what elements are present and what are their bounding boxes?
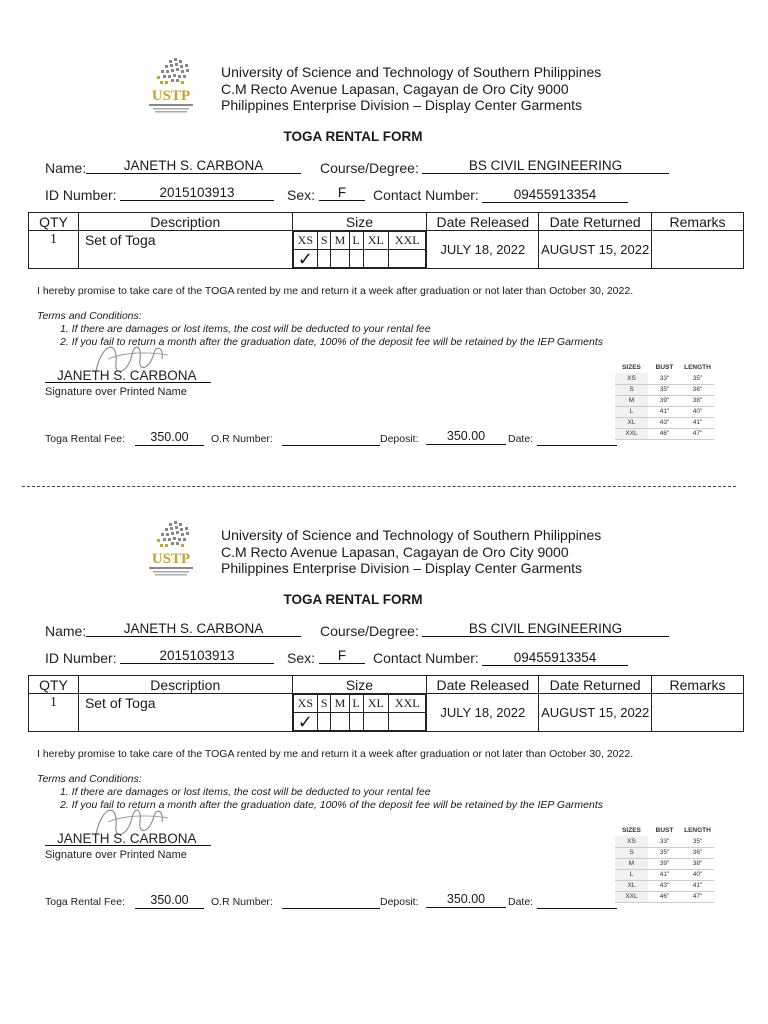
size-chart-cell: 36" <box>681 847 714 858</box>
size-chart-row <box>615 428 714 439</box>
logo-text: USTP <box>151 88 191 104</box>
deposit-label: Deposit: <box>380 433 419 445</box>
size-chart-row <box>615 869 714 880</box>
size-chart-cell: 40" <box>681 869 714 880</box>
date-released-cell[interactable]: JULY 18, 2022 <box>427 231 539 269</box>
size-chart-header: SIZES <box>622 364 641 371</box>
terms-item-1: 1. If there are damages or lost items, the cost will be deducted to your rental fee <box>60 323 431 335</box>
deposit-field[interactable]: 350.00 <box>426 892 506 908</box>
date-label: Date: <box>508 896 534 908</box>
date-returned-header: Date Returned <box>539 676 652 694</box>
contact-number-label: Contact Number: <box>373 650 479 666</box>
size-chart-cell: 40" <box>681 406 714 417</box>
size-chart-row <box>615 395 714 406</box>
form-copy-2 <box>0 463 768 933</box>
size-chart-cell: S <box>615 847 648 858</box>
size-option-xs: XS <box>293 695 318 713</box>
terms-heading: Terms and Conditions: <box>37 310 142 322</box>
size-chart-cell: 47" <box>681 428 714 439</box>
size-chart-cell: 43" <box>648 417 681 428</box>
date-returned-header: Date Returned <box>539 213 652 231</box>
sex-field[interactable]: F <box>319 185 365 201</box>
size-chart-cell: 47" <box>681 891 714 902</box>
size-chart-cell: 38" <box>681 858 714 869</box>
size-checkbox-m[interactable] <box>331 250 349 268</box>
size-options <box>293 231 427 268</box>
size-chart-row <box>615 417 714 428</box>
name-label: Name: <box>45 160 87 176</box>
toga-rental-form <box>0 463 768 908</box>
contact-number-label: Contact Number: <box>373 187 479 203</box>
contact-number-field[interactable]: 09455913354 <box>482 187 628 203</box>
size-chart-cell: 41" <box>648 406 681 417</box>
size-chart-cell: 46" <box>648 891 681 902</box>
size-chart-header: SIZES <box>622 827 641 834</box>
size-header: Size <box>292 213 427 231</box>
size-chart-row <box>615 891 714 902</box>
or-number-field[interactable] <box>282 893 380 909</box>
course-label: Course/Degree: <box>320 160 419 176</box>
promise-statement: I hereby promise to take care of the TOGA rented by me and return it a week after graduation or not later than October 30, 2022. <box>37 285 634 297</box>
date-field[interactable] <box>537 430 617 446</box>
rental-fee-field[interactable]: 350.00 <box>135 893 204 909</box>
size-chart-cell: 36" <box>681 384 714 395</box>
size-chart-cell: 46" <box>648 428 681 439</box>
size-options <box>293 694 427 731</box>
size-option-l: L <box>349 232 363 250</box>
contact-number-field[interactable]: 09455913354 <box>482 650 628 666</box>
size-chart-cell: 35" <box>648 384 681 395</box>
form-title: TOGA RENTAL FORM <box>283 129 423 144</box>
size-checkbox-xs[interactable]: ✓ <box>293 250 318 268</box>
size-chart-cell: M <box>615 395 648 406</box>
size-option-s: S <box>318 232 331 250</box>
terms-item-2: 2. If you fail to return a month after the graduation date, 100% of the deposit fee will be retained by the IEP Garments <box>60 336 604 348</box>
deposit-field[interactable]: 350.00 <box>426 429 506 445</box>
size-chart-row <box>615 880 714 891</box>
university-address: C.M Recto Avenue Lapasan, Cagayan de Oro City 9000 <box>221 80 569 97</box>
rental-fee-field[interactable]: 350.00 <box>135 430 204 446</box>
size-chart-cell: XL <box>615 880 648 891</box>
rental-table <box>28 212 744 269</box>
size-chart-cell: 35" <box>681 373 714 384</box>
id-number-label: ID Number: <box>45 187 117 203</box>
terms-item-1: 1. If there are damages or lost items, the cost will be deducted to your rental fee <box>60 786 431 798</box>
size-checkbox-xxl[interactable] <box>389 713 426 731</box>
size-option-xs: XS <box>293 232 318 250</box>
description-header: Description <box>78 676 292 694</box>
qty-header: QTY <box>29 213 79 231</box>
size-cell <box>292 694 427 732</box>
remarks-cell[interactable] <box>652 231 744 269</box>
size-chart-header: LENGTH <box>684 364 711 371</box>
size-chart-cell: 41" <box>681 880 714 891</box>
date-released-header: Date Released <box>427 213 539 231</box>
date-released-header: Date Released <box>427 676 539 694</box>
size-chart-row <box>615 373 714 384</box>
course-field[interactable]: BS CIVIL ENGINEERING <box>422 621 669 637</box>
size-chart-row <box>615 384 714 395</box>
size-checkbox-s[interactable] <box>318 713 331 731</box>
size-chart-row <box>615 836 714 847</box>
size-chart <box>615 362 714 440</box>
id-number-field[interactable]: 2015103913 <box>120 648 274 664</box>
size-chart-cell: XXL <box>615 891 648 902</box>
id-number-label: ID Number: <box>45 650 117 666</box>
size-chart-cell: XXL <box>615 428 648 439</box>
size-checkbox-xxl[interactable] <box>389 250 426 268</box>
ustp-logo <box>143 56 199 120</box>
size-option-xl: XL <box>363 232 389 250</box>
size-chart-cell: 38" <box>681 395 714 406</box>
terms-item-2: 2. If you fail to return a month after the graduation date, 100% of the deposit fee will be retained by the IEP Garments <box>60 799 604 811</box>
or-number-label: O.R Number: <box>211 433 273 445</box>
logo-text: USTP <box>151 551 191 567</box>
sex-field[interactable]: F <box>319 648 365 664</box>
signature-line[interactable] <box>45 382 211 383</box>
size-chart-cell: 41" <box>648 869 681 880</box>
rental-fee-label: Toga Rental Fee: <box>45 433 125 445</box>
sex-label: Sex: <box>287 187 316 203</box>
table-row <box>29 694 744 732</box>
course-label: Course/Degree: <box>320 623 419 639</box>
size-chart-cell: 39" <box>648 395 681 406</box>
university-name: University of Science and Technology of Southern Philippines <box>221 527 602 543</box>
description-cell[interactable]: Set of Toga <box>78 231 292 269</box>
remarks-cell[interactable] <box>652 694 744 732</box>
size-option-xl: XL <box>363 695 389 713</box>
size-cell <box>292 231 427 269</box>
rental-table <box>28 675 744 732</box>
name-field[interactable]: JANETH S. CARBONA <box>86 158 301 174</box>
size-checkbox-xl[interactable] <box>363 713 389 731</box>
qty-cell[interactable]: 1 <box>29 694 79 732</box>
description-header: Description <box>78 213 292 231</box>
size-checkbox-m[interactable] <box>331 713 349 731</box>
size-header: Size <box>292 676 427 694</box>
date-released-cell[interactable]: JULY 18, 2022 <box>427 694 539 732</box>
date-returned-cell[interactable]: AUGUST 15, 2022 <box>539 231 652 269</box>
qty-header: QTY <box>29 676 79 694</box>
or-number-field[interactable] <box>282 430 380 446</box>
size-chart-cell: 33" <box>648 373 681 384</box>
size-chart-cell: S <box>615 384 648 395</box>
size-option-s: S <box>318 695 331 713</box>
form-copy-1 <box>0 0 768 470</box>
size-checkbox-l[interactable] <box>349 250 363 268</box>
size-chart-header: BUST <box>655 364 674 371</box>
size-option-xxl: XXL <box>389 232 426 250</box>
size-chart-row <box>615 858 714 869</box>
size-chart-cell: 35" <box>681 836 714 847</box>
size-option-m: M <box>331 232 349 250</box>
size-checkbox-s[interactable] <box>318 250 331 268</box>
size-checkbox-l[interactable] <box>349 713 363 731</box>
deposit-label: Deposit: <box>380 896 419 908</box>
rental-fee-label: Toga Rental Fee: <box>45 896 125 908</box>
signature-line[interactable] <box>45 845 211 846</box>
size-chart-cell: 43" <box>648 880 681 891</box>
date-field[interactable] <box>537 893 617 909</box>
signature-caption: Signature over Printed Name <box>45 386 187 398</box>
size-chart-header: LENGTH <box>684 827 711 834</box>
size-option-xxl: XXL <box>389 695 426 713</box>
size-chart-header: BUST <box>655 827 674 834</box>
course-field[interactable]: BS CIVIL ENGINEERING <box>422 158 669 174</box>
form-title: TOGA RENTAL FORM <box>283 592 423 607</box>
name-label: Name: <box>45 623 87 639</box>
size-chart-cell: XL <box>615 417 648 428</box>
university-address: C.M Recto Avenue Lapasan, Cagayan de Oro City 9000 <box>221 543 569 560</box>
size-chart-cell: XS <box>615 836 648 847</box>
remarks-header: Remarks <box>652 213 744 231</box>
date-returned-cell[interactable]: AUGUST 15, 2022 <box>539 694 652 732</box>
table-row <box>29 231 744 269</box>
university-name: University of Science and Technology of Southern Philippines <box>221 64 602 80</box>
size-chart-cell: 39" <box>648 858 681 869</box>
signature-caption: Signature over Printed Name <box>45 849 187 861</box>
sex-label: Sex: <box>287 650 316 666</box>
size-option-l: L <box>349 695 363 713</box>
size-checkbox-xl[interactable] <box>363 250 389 268</box>
remarks-header: Remarks <box>652 676 744 694</box>
size-chart-cell: M <box>615 858 648 869</box>
size-chart-cell: L <box>615 406 648 417</box>
toga-rental-form <box>0 0 768 445</box>
size-checkbox-xs[interactable]: ✓ <box>293 713 318 731</box>
size-chart-cell: XS <box>615 373 648 384</box>
printed-name: JANETH S. CARBONA <box>57 831 197 846</box>
qty-cell[interactable]: 1 <box>29 231 79 269</box>
size-chart-cell: 41" <box>681 417 714 428</box>
date-label: Date: <box>508 433 534 445</box>
terms-heading: Terms and Conditions: <box>37 773 142 785</box>
size-chart-row <box>615 406 714 417</box>
size-chart-cell: 33" <box>648 836 681 847</box>
size-chart <box>615 825 714 903</box>
printed-name: JANETH S. CARBONA <box>57 368 197 383</box>
division-name: Philippines Enterprise Division – Display Center Garments <box>221 97 583 113</box>
name-field[interactable]: JANETH S. CARBONA <box>86 621 301 637</box>
or-number-label: O.R Number: <box>211 896 273 908</box>
id-number-field[interactable]: 2015103913 <box>120 185 274 201</box>
size-chart-row <box>615 847 714 858</box>
ustp-logo <box>143 519 199 583</box>
size-chart-cell: 35" <box>648 847 681 858</box>
division-name: Philippines Enterprise Division – Display Center Garments <box>221 560 583 576</box>
promise-statement: I hereby promise to take care of the TOGA rented by me and return it a week after graduation or not later than October 30, 2022. <box>37 748 634 760</box>
size-chart-cell: L <box>615 869 648 880</box>
size-option-m: M <box>331 695 349 713</box>
description-cell[interactable]: Set of Toga <box>78 694 292 732</box>
